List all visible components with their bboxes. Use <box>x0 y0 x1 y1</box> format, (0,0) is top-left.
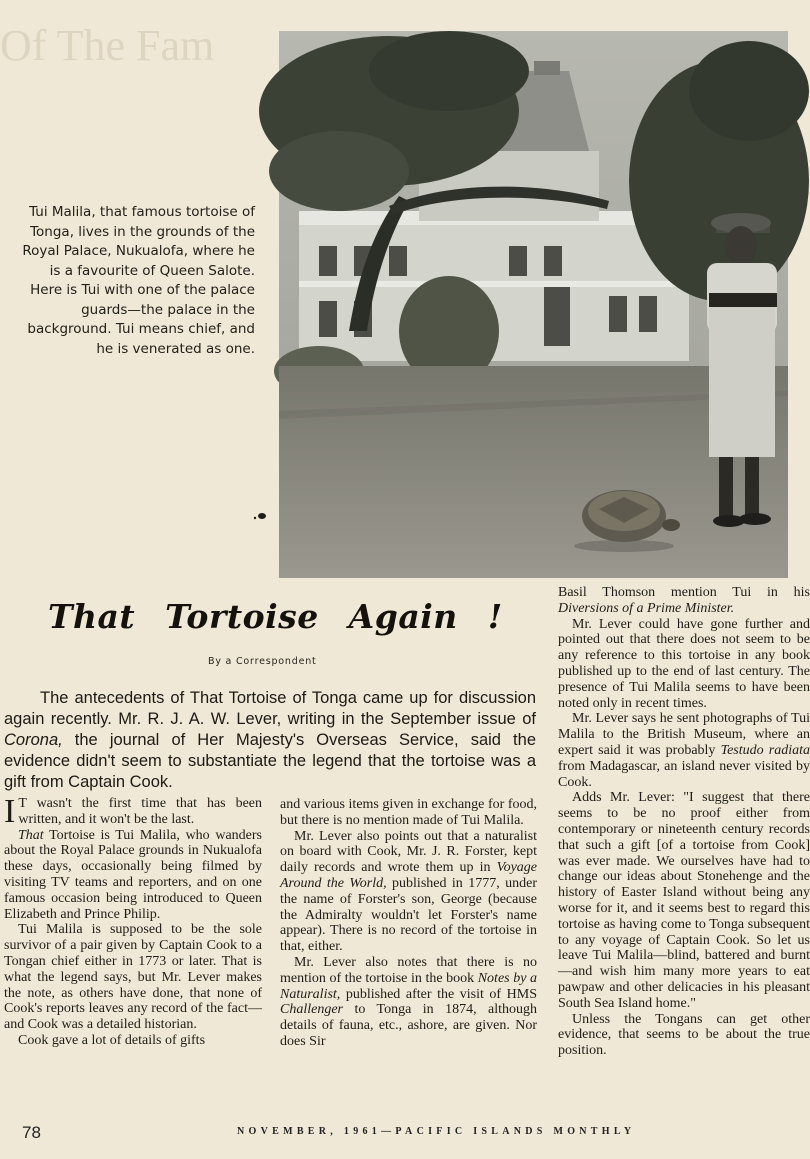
photo-caption: Tui Malila, that famous tortoise of Tonga, lives in the grounds of the Royal Palace, Nukualofa, where he is a favourite of Queen Salote. Here is Tui with one of the palace guards—the palace in the background. Tui means chief, and he is venerated as one. <box>22 204 255 357</box>
photo-marker-icon <box>253 512 267 520</box>
article-column-right: Basil Thomson mention Tui in his Diversions of a Prime Minister. Mr. Lever could have gone further and pointed out that there does not seem to be any reference to this tortoise in any book published up to the end of last century. The presence of Tui Malila seems to have been noted only in recent times. Mr. Lever says he sent photographs of Tui Malila to the British Museum, where an expert said it was probably Testudo radiata from Madagascar, an island never visited by Cook. Adds Mr. Lever: "I suggest that there seems to be no proof either from contemporary or nineteenth century records that such a gift [of a tortoise from Cook] was ever made. We ourselves have had to change our ideas about Stonehenge and the history of Easter Island without being any worse for it, and it seems best to regard this tortoise as having come to Tonga subsequent to any voyage of Captain Cook. So let us leave Tui Malila—blind, battered and burnt—and wish him many more years to eat pawpaw and other delicacies in his pleasant South Sea Island home." Unless the Tongans can get other evidence, that seems to be about the true position. <box>558 585 810 1059</box>
article-standfirst: The antecedents of That Tortoise of Tonga came up for discussion again recently. Mr. R. J. A. W. Lever, writing in the September issue of Corona, the journal of Her Majesty's Overseas Service, said the evidence didn't seem to substantiate the legend that the tortoise was a gift from Captain Cook. <box>4 689 536 791</box>
article-byline: By a Correspondent <box>208 656 317 667</box>
tortoise-and-palace-guard-photo <box>279 31 788 578</box>
article-column-left: I T wasn't the first time that has been written, and it won't be the last. That Tortoise is Tui Malila, who wanders about the Royal Palace grounds in Nukualofa these days, occasionally being filmed by visiting TV teams and reporters, and on one famous occasion being introduced to Queen Elizabeth and Prince Philip. Tui Malila is supposed to be the sole survivor of a pair given by Captain Cook to a Tongan chief either in 1773 or later. That is what the legend says, but Mr. Lever makes the note, as others have done, that none of Cook's reports leaves any record of the fact—and Cook was a detailed historian. Cook gave a lot of details of gifts <box>4 793 262 1048</box>
article-column-middle: and various items given in exchange for food, but there is no mention made of Tui Malila. Mr. Lever also points out that a naturalist on board with Cook, Mr. J. R. Forster, kept daily records and wrote them up in Voyage Around the World, published in 1777, under the name of Forster's son, George (because the Admiralty wouldn't let Forster's name appear). There is no record of the tortoise in that, either. Mr. Lever also notes that there is no mention of the tortoise in the book Notes by a Naturalist, published after the visit of HMS Challenger to Tonga in 1874, although details of fauna, etc., ashore, are given. Nor does Sir <box>280 797 537 1049</box>
drop-cap: I <box>4 793 16 830</box>
faded-heading-bleedthrough: Of The Fam <box>0 21 215 70</box>
running-footer: NOVEMBER, 1961—PACIFIC ISLANDS MONTHLY <box>237 1126 636 1137</box>
article-title: That Tortoise Again ! <box>48 597 503 636</box>
page-number: 78 <box>22 1123 41 1142</box>
